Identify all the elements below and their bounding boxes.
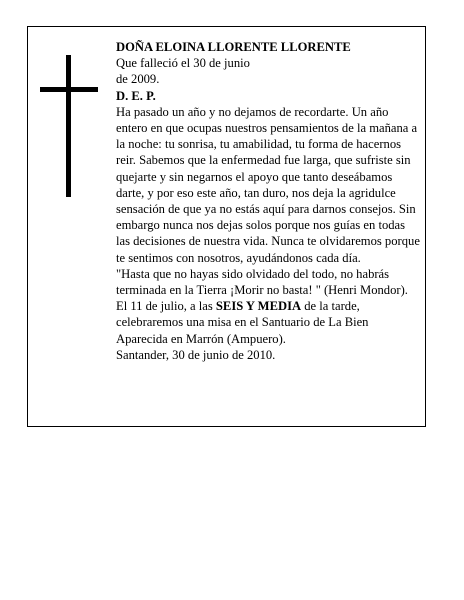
cross-horizontal-bar <box>40 87 98 92</box>
remembrance-message: Ha pasado un año y no dejamos de recordarte. Un año entero en que ocupas nuestros pensamientos de la mañana a la noche: tu sonrisa, tu amabilidad, tu forma de hacernos reir. Sabemos que la enfermedad fue larga, que sufriste sin quejarte y sin negarnos el apoyo que tanto deseábamos darte, y por eso este año, tan duro, nos deja la agridulce sensación de que ya no estás aquí para darnos consejos. Sin embargo nunca nos dejas solos porque nos guías en todas las decisiones de nuestra vida. Nunca te olvidaremos porque te sentimos con nosotros, ayudándonos cada día. <box>116 104 420 265</box>
signoff: Santander, 30 de junio de 2010. <box>116 347 276 362</box>
cross-icon <box>40 55 98 197</box>
cross-vertical-bar <box>66 55 71 197</box>
mass-suffix: de la tarde, celebraremos una misa en el Santuario de La Bien Aparecida en Marrón (Ampuero). <box>116 299 369 346</box>
quote-text: "Hasta que no hayas sido olvidado del todo, no habrás terminada en la Tierra ¡Morir no basta! " (Henri Mondor). <box>116 266 408 298</box>
mass-announcement <box>116 298 422 347</box>
notice-text <box>116 39 422 363</box>
rip-text: D. E. P. <box>116 88 156 103</box>
obituary-notice <box>27 26 426 427</box>
death-date-line-2: de 2009. <box>116 72 160 87</box>
death-date-line-1: Que falleció el 30 de junio <box>116 56 250 71</box>
mass-prefix: El 11 de julio, a las <box>116 299 216 314</box>
deceased-name: DOÑA ELOINA LLORENTE LLORENTE <box>116 40 351 54</box>
mass-time: SEIS Y MEDIA <box>215 299 302 314</box>
